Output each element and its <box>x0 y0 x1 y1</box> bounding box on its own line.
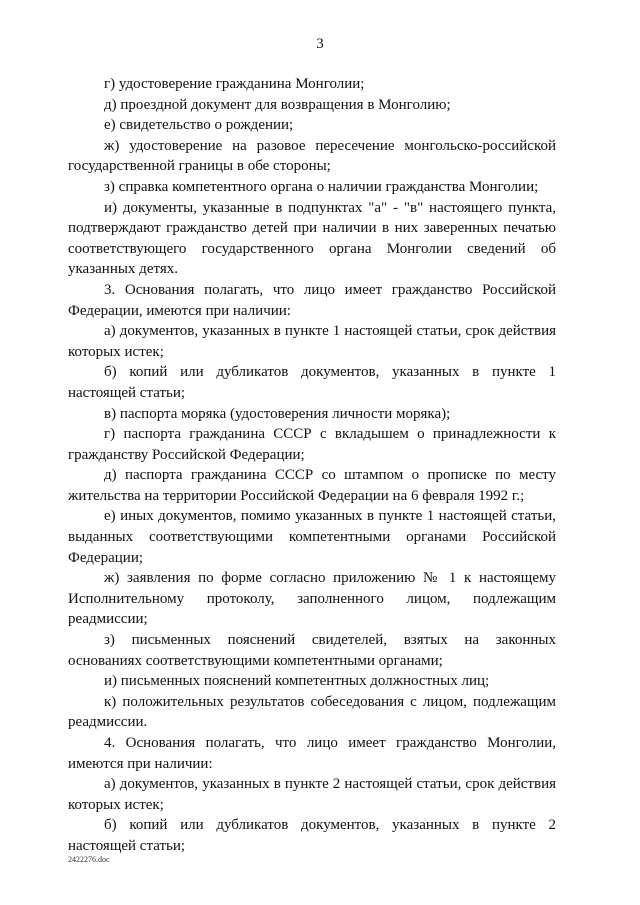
file-name-footer: 2422276.doc <box>68 855 110 864</box>
paragraph: а) документов, указанных в пункте 1 настоящей статьи, срок действия которых истек; <box>68 323 556 360</box>
paragraph: е) иных документов, помимо указанных в пункте 1 настоящей статьи, выданных соответствующими компетентными органами Российской Федерации; <box>68 508 556 566</box>
document-body <box>68 74 556 857</box>
paragraph: ж) заявления по форме согласно приложению № 1 к настоящему Исполнительному протоколу, заполненного лицом, подлежащим реадмиссии; <box>68 570 556 628</box>
paragraph: в) паспорта моряка (удостоверения личности моряка); <box>104 405 451 422</box>
paragraph: и) документы, указанные в подпунктах "а" - "в" настоящего пункта, подтверждают гражданство детей при наличии в них заверенных печатью соответствующего государственного органа Монголии сведений об указанных детях. <box>68 199 556 278</box>
paragraph: з) справка компетентного органа о наличии гражданства Монголии; <box>104 178 539 195</box>
paragraph: г) паспорта гражданина СССР с вкладышем о принадлежности к гражданству Российской Федерации; <box>68 426 556 463</box>
paragraph: 3. Основания полагать, что лицо имеет гражданство Российской Федерации, имеются при наличии: <box>68 281 556 319</box>
paragraph: к) положительных результатов собеседования с лицом, подлежащим реадмиссии. <box>68 693 556 731</box>
paragraph: и) письменных пояснений компетентных должностных лиц; <box>104 673 490 690</box>
paragraph: г) удостоверение гражданина Монголии; <box>104 76 365 92</box>
paragraph: б) копий или дубликатов документов, указанных в пункте 2 настоящей статьи; <box>68 817 556 854</box>
paragraph: ж) удостоверение на разовое пересечение монгольско-российской государственной границы в обе стороны; <box>68 137 556 175</box>
paragraph: д) проездной документ для возвращения в Монголию; <box>104 96 451 113</box>
paragraph: з) письменных пояснений свидетелей, взятых на законных основаниях соответствующими компетентными органами; <box>68 632 556 669</box>
paragraph: б) копий или дубликатов документов, указанных в пункте 1 настоящей статьи; <box>68 364 556 401</box>
page-number: 3 <box>316 36 324 52</box>
paragraph: а) документов, указанных в пункте 2 настоящей статьи, срок действия которых истек; <box>68 776 556 813</box>
paragraph: е) свидетельство о рождении; <box>104 117 294 134</box>
paragraph: д) паспорта гражданина СССР со штампом о прописке по месту жительства на территории Российской Федерации на 6 февраля 1992 г.; <box>68 467 556 504</box>
paragraph: 4. Основания полагать, что лицо имеет гражданство Монголии, имеются при наличии: <box>68 735 556 772</box>
